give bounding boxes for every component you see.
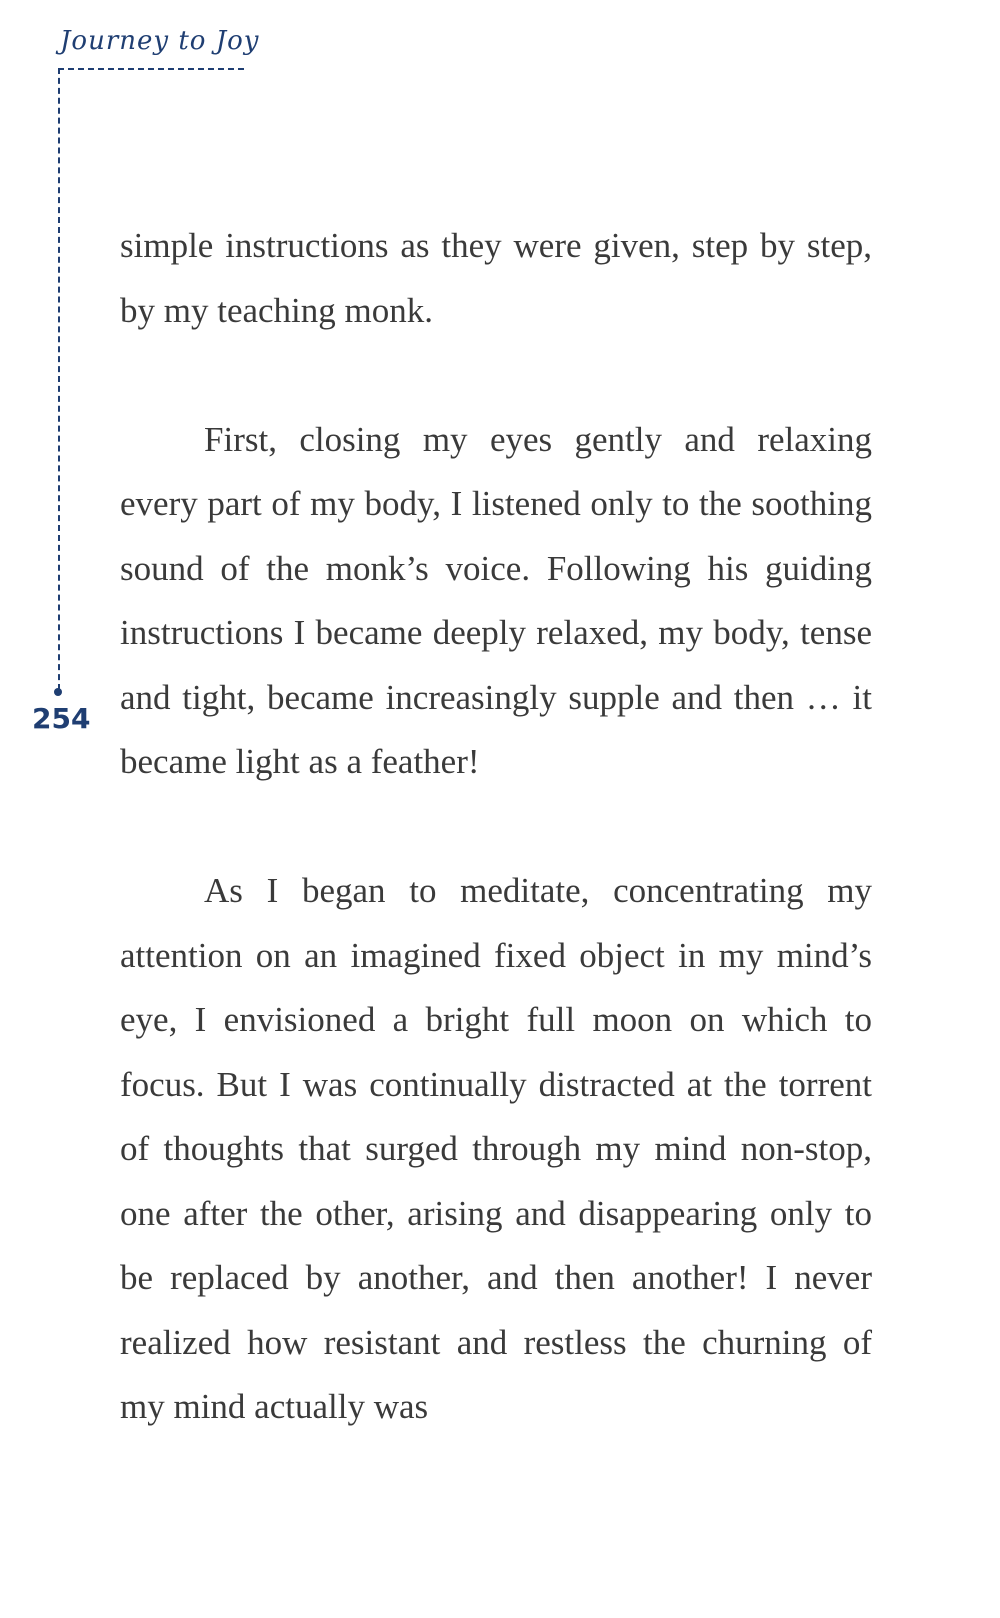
paragraph-continued: simple instructions as they were given, step by step, by my teaching monk. (120, 226, 872, 330)
header-divider-dashed (58, 68, 244, 70)
margin-guide-dashed (58, 68, 60, 690)
page-number: 254 (32, 702, 91, 735)
paragraph: First, closing my eyes gently and relaxing every part of my body, I listened only to the soothing sound of the monk’s voice. Following his guiding instructions I became deeply relaxed, my body, tense and tight, became increasingly supple and then … it became light as a feather! (120, 419, 872, 781)
paragraph: As I began to meditate, concentrating my attention on an imagined fixed object in my mind’s eye, I envisioned a bright full moon on which to focus. But I was continually distracted at the torrent of thoughts that surged through my mind non-stop, one after the other, arising and disappearing only to be replaced by another, and then another! I never realized how resistant and restless the churning of my mind actually was (120, 871, 872, 1426)
body-text (120, 214, 872, 1440)
running-head-title: Journey to Joy (60, 26, 260, 56)
guide-dot-marker (54, 688, 62, 696)
